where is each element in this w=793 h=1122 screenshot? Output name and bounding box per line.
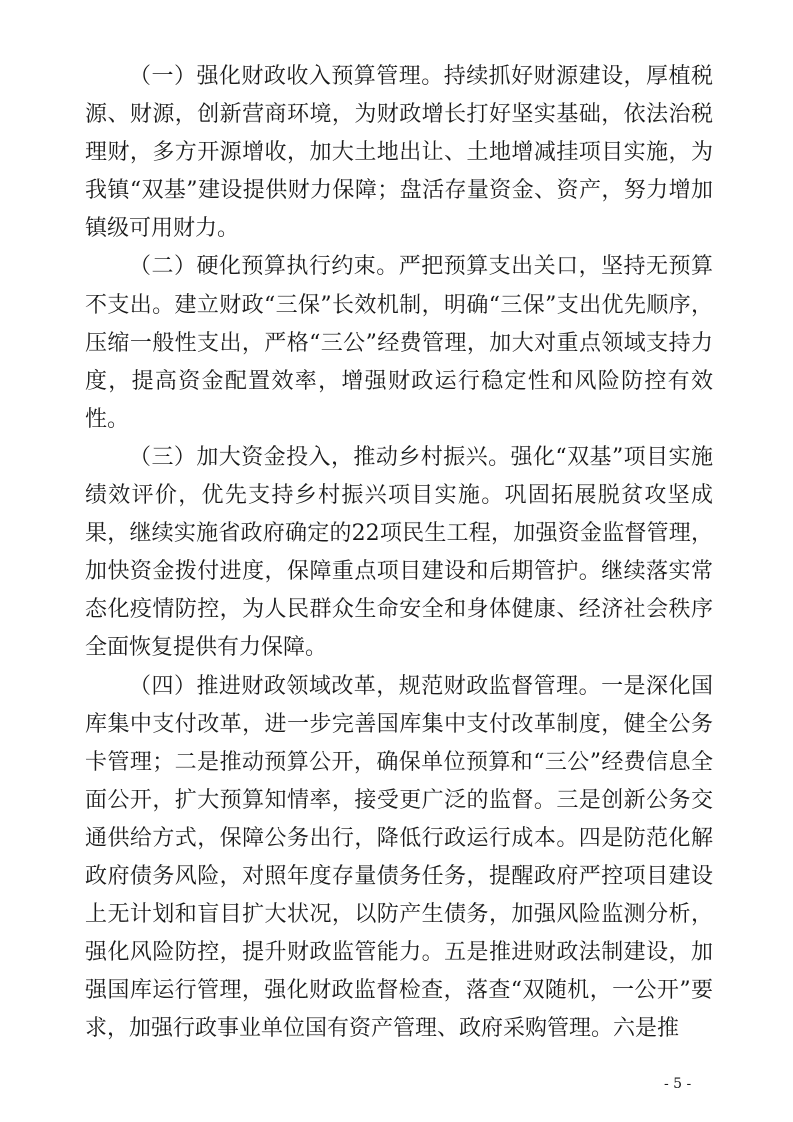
paragraph-revenue-budget: （一）强化财政收入预算管理。持续抓好财源建设，厚植税源、财源，创新营商环境，为财政增长打好坚实基础，依法治税理财，多方开源增收，加大土地出让、土地增减挂项目实施，为我镇“双基”建设提供财力保障；盘活存量资金、资产，努力增加镇级可用财力。 bbox=[85, 64, 713, 242]
paragraph-budget-execution: （二）硬化预算执行约束。严把预算支出关口，坚持无预算不支出。建立财政“三保”长效机制，明确“三保”支出优先顺序，压缩一般性支出，严格“三公”经费管理，加大对重点领域支持力度，提高资金配置效率，增强财政运行稳定性和风险防控有效性。 bbox=[85, 254, 713, 432]
document-body bbox=[85, 58, 713, 1048]
page-number: - 5 - bbox=[664, 1076, 692, 1092]
paragraph-rural-revitalization: （三）加大资金投入，推动乡村振兴。强化“双基”项目实施绩效评价，优先支持乡村振兴项目实施。巩固拓展脱贫攻坚成果，继续实施省政府确定的22项民生工程，加强资金监督管理，加快资金拨付进度，保障重点项目建设和后期管护。继续落实常态化疫情防控，为人民群众生命安全和身体健康、经济社会秩序全面恢复提供有力保障。 bbox=[85, 444, 713, 661]
paragraph-fiscal-reform: （四）推进财政领域改革，规范财政监督管理。一是深化国库集中支付改革，进一步完善国库集中支付改革制度，健全公务卡管理；二是推动预算公开，确保单位预算和“三公”经费信息全面公开，扩大预算知情率，接受更广泛的监督。三是创新公务交通供给方式，保障公务出行，降低行政运行成本。四是防范化解政府债务风险，对照年度存量债务任务，提醒政府严控项目建设上无计划和盲目扩大状况，以防产生债务，加强风险监测分析，强化风险防控，提升财政监管能力。五是推进财政法制建设，加强国库运行管理，强化财政监督检查，落查“双随机，一公开”要求，加强行政事业单位国有资产管理、政府采购管理。六是推 bbox=[85, 673, 713, 1042]
